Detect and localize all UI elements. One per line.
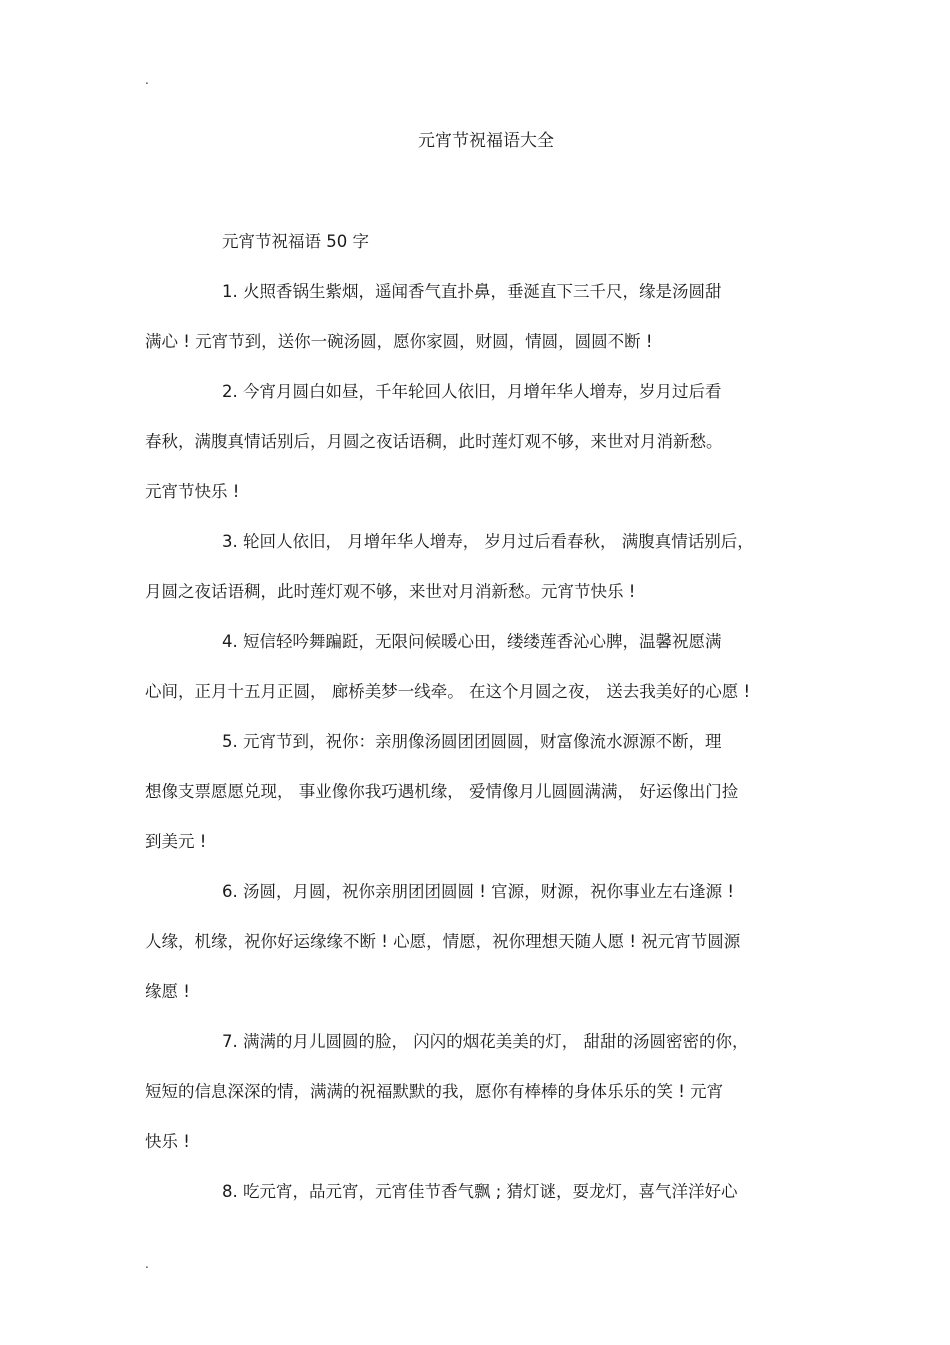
document-title: 元宵节祝福语大全 [418, 131, 554, 151]
paragraph-line: 春秋，满腹真情话别后，月圆之夜话语稠，此时莲灯观不够，来世对月消新愁。 [145, 432, 723, 451]
paragraph-line: 月圆之夜话语稠，此时莲灯观不够，来世对月消新愁。元宵节快乐 ! [145, 582, 636, 601]
paragraph-line: 短短的信息深深的情，满满的祝福默默的我，愿你有棒棒的身体乐乐的笑 ! 元宵 [145, 1082, 724, 1101]
paragraph-line: 人缘，机缘，祝你好运缘缘不断 ! 心愿，情愿，祝你理想天随人愿 ! 祝元宵节圆源 [145, 932, 741, 951]
paragraph-line: 6. 汤圆，月圆，祝你亲朋团团圆圆 ! 官源，财源，祝你事业左右逢源 ! [222, 882, 734, 901]
paragraph-line: 到美元 ! [145, 832, 207, 851]
paragraph-line: 快乐 ! [145, 1132, 190, 1151]
paragraph-line: 满心 ! 元宵节到，送你一碗汤圆，愿你家圆，财圆，情圆，圆圆不断 ! [145, 332, 653, 351]
paragraph-line: 缘愿 ! [145, 982, 190, 1001]
paragraph-line: 元宵节快乐 ! [145, 482, 240, 501]
page-dot-bottom: . [145, 1257, 149, 1271]
paragraph-line: 5. 元宵节到，祝你：亲朋像汤圆团团圆圆，财富像流水源源不断，理 [222, 732, 722, 751]
paragraph-line: 心间，正月十五月正圆， 廊桥美梦一线牵。 在这个月圆之夜， 送去我美好的心愿 ! [145, 682, 751, 701]
paragraph-line: 想像支票愿愿兑现， 事业像你我巧遇机缘， 爱情像月儿圆圆满满， 好运像出门捡 [145, 782, 739, 801]
section-heading: 元宵节祝福语 50 字 [222, 232, 369, 251]
paragraph-line: 7. 满满的月儿圆圆的脸， 闪闪的烟花美美的灯， 甜甜的汤圆密密的你， [222, 1032, 749, 1051]
paragraph-line: 3. 轮回人依旧， 月增年华人增寿， 岁月过后看春秋， 满腹真情话别后， [222, 532, 754, 551]
paragraph-line: 1. 火照香锅生紫烟，遥闻香气直扑鼻，垂涎直下三千尺，缘是汤圆甜 [222, 282, 722, 301]
paragraph-line: 4. 短信轻吟舞蹁跹，无限问候暖心田，缕缕莲香沁心脾，温馨祝愿满 [222, 632, 722, 651]
paragraph-line: 8. 吃元宵，品元宵，元宵佳节香气飘 ; 猜灯谜，耍龙灯，喜气洋洋好心 [222, 1182, 738, 1201]
page-dot-top: . [145, 73, 149, 87]
paragraph-line: 2. 今宵月圆白如昼，千年轮回人依旧，月增年华人增寿，岁月过后看 [222, 382, 722, 401]
